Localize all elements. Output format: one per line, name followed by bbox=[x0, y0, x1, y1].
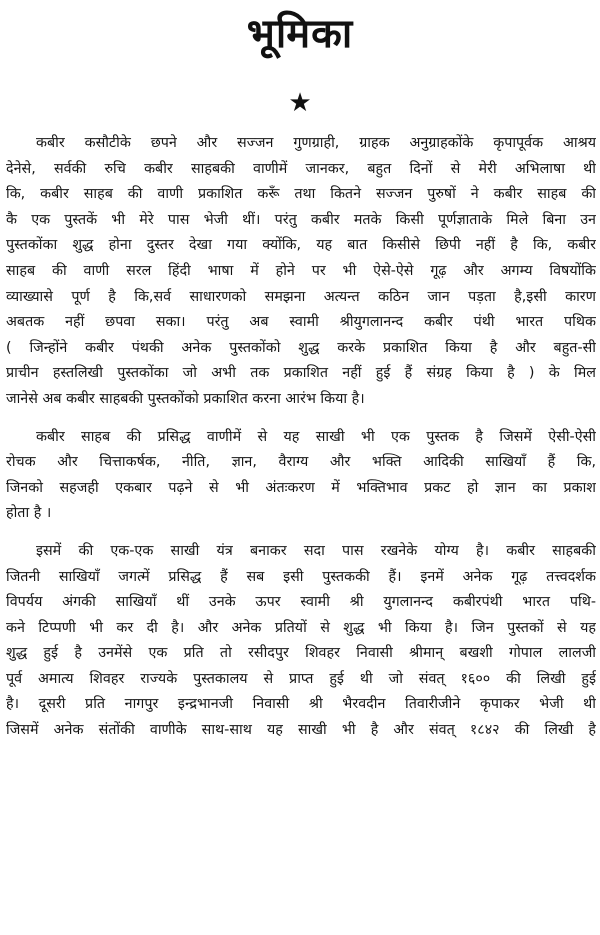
page-title: भूमिका bbox=[246, 11, 354, 57]
text-line: पुस्तकोंका शुद्ध होना दुस्तर देखा गया क्योंकि, यह बात किसीसे छिपी नहीं है कि, कबीर bbox=[6, 237, 596, 254]
paragraph-2 bbox=[6, 425, 596, 527]
document-body bbox=[6, 131, 596, 744]
text-line: होता है । bbox=[6, 505, 52, 522]
text-line: कने टिप्पणी भी कर दी है। और अनेक प्रतियों से शुद्ध भी किया है। जिन पुस्तकों से यह bbox=[6, 619, 596, 636]
text-line: रोचक और चित्ताकर्षक, नीति, ज्ञान, वैराग्य और भक्ति आदिकी साखियाँ हैं कि, bbox=[6, 454, 596, 471]
text-line: विपर्यय अंगकी साखियाँ थीं उनके ऊपर स्वामी श्री युगलानन्द कबीरपंथी भारत पथि- bbox=[6, 594, 596, 611]
star-ornament: ★ bbox=[288, 88, 312, 118]
text-line: ( जिन्होंने कबीर पंथकी अनेक पुस्तकोंको शुद्ध करके प्रकाशित किया है और बहुत-सी bbox=[6, 339, 596, 356]
text-line: कै एक पुस्तकें भी मेरे पास भेजी थीं। परंतु कबीर मतके किसी पूर्णज्ञाताके मिले बिना उन bbox=[6, 211, 596, 228]
text-line: कि, कबीर साहब की वाणी प्रकाशित करूँ तथा कितने सज्जन पुरुषों ने कबीर साहब की bbox=[6, 186, 596, 203]
text-line: कबीर साहब की प्रसिद्ध वाणीमें से यह साखी भी एक पुस्तक है जिसमें ऐसी-ऐसी bbox=[36, 428, 596, 445]
text-line: है। दूसरी प्रति नागपुर इन्द्रभानजी निवासी श्री भैरवदीन तिवारीजीने कृपाकर भेजी थी bbox=[6, 696, 596, 713]
text-line: जिनको सहजही एकबार पढ़ने से भी अंतःकरण में भक्तिभाव प्रकट हो ज्ञान का प्रकाश bbox=[6, 479, 596, 496]
paragraph-3 bbox=[6, 539, 596, 744]
text-line: अबतक नहीं छपवा सका। परंतु अब स्वामी श्रीयुगलानन्द कबीर पंथी भारत पथिक bbox=[6, 314, 596, 331]
text-line: देनेसे, सर्वकी रुचि कबीर साहबकी वाणीमें जानकर, बहुत दिनों से मेरी अभिलाषा थी bbox=[6, 160, 596, 177]
text-line: कबीर कसौटीके छपने और सज्जन गुणग्राही, ग्राहक अनुग्राहकोंके कृपापूर्वक आश्रय bbox=[36, 135, 596, 151]
paragraph-1 bbox=[6, 131, 596, 413]
text-line: इसमें की एक-एक साखी यंत्र बनाकर सदा पास रखनेके योग्य है। कबीर साहबकी bbox=[36, 542, 596, 559]
text-line: व्याख्यासे पूर्ण है कि,सर्व साधारणको समझना अत्यन्त कठिन जान पड़ता है,इसी कारण bbox=[6, 288, 596, 305]
text-line: जानेसे अब कबीर साहबकी पुस्तकोंको प्रकाशित करना आरंभ किया है। bbox=[6, 390, 365, 407]
text-line: साहब की वाणी सरल हिंदी भाषा में होने पर भी ऐसे-ऐसे गूढ़ और अगम्य विषयोंकि bbox=[6, 262, 596, 279]
text-line: शुद्ध हुई है उनमेंसे एक प्रति तो रसीदपुर शिवहर निवासी श्रीमान् बखशी गोपाल लालजी bbox=[6, 645, 596, 662]
text-line: जिसमें अनेक संतोंकी वाणीके साथ-साथ यह साखी भी है और संवत् १८४२ की लिखी है bbox=[6, 722, 596, 739]
text-line: प्राचीन हस्तलिखी पुस्तकोंका जो अभी तक प्रकाशित नहीं हुई हैं संग्रह किया है ) के मिल bbox=[6, 365, 596, 382]
text-line: जितनी साखियाँ जगत्में प्रसिद्ध हैं सब इसी पुस्तककी हैं। इनमें अनेक गूढ़ तत्त्वदर्शक bbox=[6, 568, 596, 585]
text-line: पूर्व अमात्य शिवहर राज्यके पुस्तकालय से प्राप्त हुई थी जो संवत् १६०० की लिखी हुई bbox=[6, 670, 596, 687]
